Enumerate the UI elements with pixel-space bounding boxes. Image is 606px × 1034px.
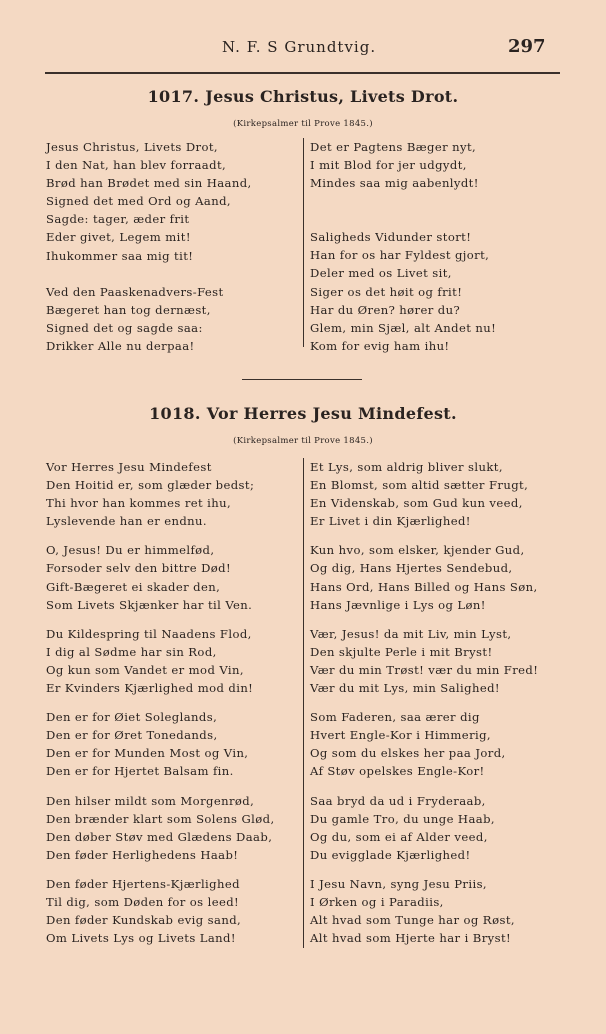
section-divider [242,379,362,380]
verse-line: Et Lys, som aldrig bliver slukt, [310,460,503,474]
verse-line: Du gamle Tro, du unge Haab, [310,811,495,826]
verse-line: Jesus Christus, Livets Drot, [46,140,219,154]
stanza [46,458,275,530]
verse-line: Mindes saa mig aabenlydt! [310,176,479,191]
header-rule [45,72,560,74]
verse-line: Den er for Hjertet Balsam fin. [46,764,234,779]
stanza [46,875,275,947]
verse-line: Bægeret han tog dernæst, [46,302,211,317]
hymn-title [0,87,606,106]
verse-line: Og som du elskes her paa Jord, [310,746,506,761]
verse-line: Glem, min Sjæl, alt Andet nu! [310,320,497,335]
verse-line: I Ørken og i Paradiis, [310,894,444,909]
hymn-source: (Kirkepsalmer til Prove 1845.) [233,436,373,446]
verse-line: Du evigglade Kjærlighed! [310,847,471,862]
verse-line: Den døber Støv med Glædens Daab, [46,829,273,844]
verse-line: Siger os det høit og frit! [310,284,463,299]
column-divider [303,138,304,347]
hymn-number: 1018. [149,404,201,423]
verse-line: Og du, som ei af Alder veed, [310,829,488,844]
verse-line: Af Støv opelskes Engle-Kor! [310,764,485,779]
verse-line: Om Livets Lys og Livets Land! [46,931,236,946]
hymn-left-column [46,138,252,355]
verse-line: Er Livet i din Kjærlighed! [310,514,471,529]
verse-line: Den er for Øiet Solegland​s, [46,710,218,725]
verse-line: Og dig, Hans Hjertes Sendebud, [310,561,513,576]
stanza [46,708,275,780]
stanza [46,625,275,697]
verse-line: Den hilser mildt som Morgenrød, [46,793,255,808]
verse-line: Deler med os Livet sit, [310,266,452,281]
verse-line: Den brænder klart som Solens Glød, [46,811,275,826]
verse-line: Som Livets Skjænker har til Ven. [46,597,253,612]
verse-line: Thi hvor han kommes ret ihu, [46,496,232,511]
running-title: N. F. S Grundtvig. [222,38,377,56]
hymn-right-column [310,138,496,355]
verse-line: Sagde: tager, æder frit [46,212,190,227]
verse-line: Lyslevende han er endnu. [46,514,207,529]
verse-line: O, Jesus! Du er himmelfød, [46,543,215,558]
stanza [310,625,538,697]
stanza [46,792,275,864]
verse-line: Og kun som Vandet er mod Vin, [46,662,244,677]
verse-line: I dig al Sødme har sin Rod, [46,644,217,659]
verse-line: Kun hvo, som elsker, kjender Gud, [310,543,525,558]
verse-line: Er Kvinders Kjærlighed mod din! [46,681,254,696]
verse-line: Eder givet, Legem mit! [46,230,191,245]
verse-line: Du Kildespring til Naadens Flod, [46,626,252,641]
verse-line: En Blomst, som altid sætter Frugt, [310,478,529,493]
verse-line: Han for os har Fyldest gjort, [310,248,490,263]
verse-line: Drikker Alle nu derpaa! [46,338,195,353]
verse-line: Signed det og sagde saa: [46,320,203,335]
verse-line: Den er for Øret Tonedands, [46,728,218,743]
verse-line: Hans Jævnlige i Lys og Løn! [310,597,486,612]
verse-line: Saligheds Vidunder stort! [310,230,472,245]
hymn-title [0,404,606,423]
verse-line: Har du Øren? hører du? [310,302,461,317]
verse-line: Det er Pagtens Bæger nyt, [310,140,477,154]
stanza [310,228,496,355]
verse-line: I Jesu Navn, syng Jesu Priis, [310,876,487,891]
verse-line: Som Faderen, saa ærer dig [310,710,480,725]
stanza [46,541,275,613]
verse-line: Den føder Hjertens-Kjærlighed [46,876,240,891]
verse-line: Alt hvad som Tunge har og Røst, [310,913,516,928]
hymn-right-column [310,458,538,947]
verse-line: Den føder Kundskab evig sand, [46,913,242,928]
running-head [0,30,606,60]
verse-line: Vær, Jesus! da mit Liv, min Lyst, [310,626,512,641]
hymn-title-text: Vor Herres Jesu Mindefest. [206,404,457,423]
stanza [310,541,538,613]
hymn-left-column [46,458,275,947]
verse-line: Kom for evig ham ihu! [310,338,450,353]
column-divider [303,458,304,948]
hymn-source: (Kirkepsalmer til Prove 1845.) [233,119,373,129]
stanza [310,138,496,192]
verse-line: I mit Blod for jer udgydt, [310,158,467,173]
stanza [310,792,538,864]
stanza [46,283,252,355]
verse-line: Vor Herres Jesu Mindefest [46,460,212,474]
verse-line: Saa bryd da ud i Fryderaab, [310,793,486,808]
verse-line: Ved den Paaskenadvers-Fest [46,284,224,299]
verse-line: Den Hoitid er, som glæder bedst; [46,478,255,493]
verse-line: Hans Ord, Hans Billed og Hans Søn, [310,579,538,594]
verse-line: Gift-Bægeret ei skader den, [46,579,221,594]
verse-line: Vær du mit Lys, min Salighed! [310,681,500,696]
verse-line: Hvert Engle-Kor i Himmerig, [310,728,492,743]
hymn-title-text: Jesus Christus, Livets Drot. [205,87,459,106]
verse-line: Den skjulte Perle i mit Bryst! [310,644,493,659]
stanza [310,875,538,947]
verse-line: Den er for Munden Most og Vin, [46,746,249,761]
verse-line: Alt hvad som Hjerte har i Bryst! [310,931,512,946]
verse-line: I den Nat, han blev forraadt, [46,158,227,173]
hymn-number: 1017. [147,87,200,106]
verse-line: Vær du min Trøst! vær du min Fred! [310,662,539,677]
verse-line: Den føder Herlighedens Haab! [46,847,239,862]
verse-line: Ihukommer saa mig tit! [46,248,194,263]
stanza [310,458,538,530]
verse-line: En Videnskab, som Gud kun veed, [310,496,523,511]
verse-line: Til dig, som Døden for os leed! [46,894,240,909]
stanza [310,708,538,780]
stanza [46,138,252,265]
verse-line: Brød han Brødet med sin Haand, [46,176,252,191]
page-number: 297 [508,36,546,57]
verse-line: Forsoder selv den bittre Død! [46,561,232,576]
verse-line: Signed det med Ord og Aand, [46,194,231,209]
